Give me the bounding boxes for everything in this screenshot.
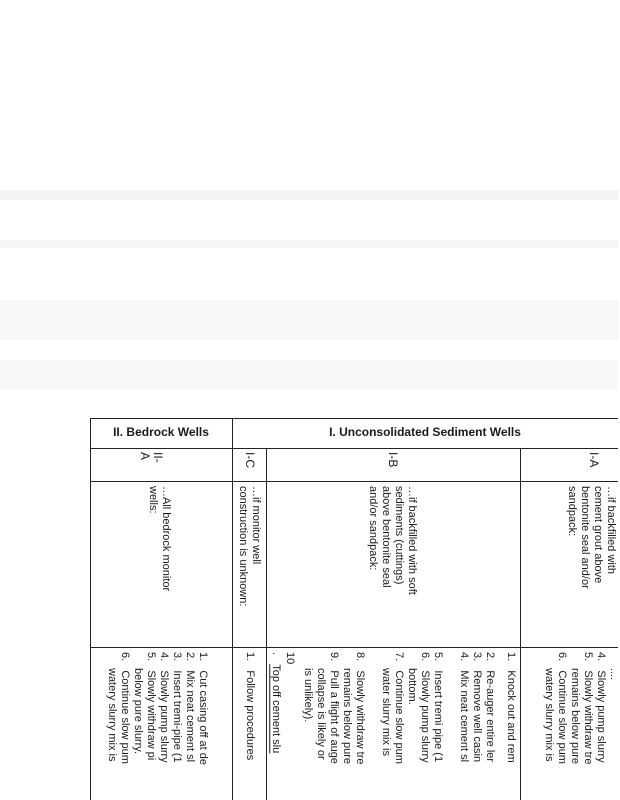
- step-text: Continue slow pum: [556, 670, 568, 764]
- step-text: remains below pure: [341, 668, 353, 764]
- step-i-a-3-fragment: [607, 668, 620, 680]
- step-text: Insert tremi-pipe (1: [171, 670, 183, 763]
- step-text: 5.: [145, 652, 157, 662]
- step-text: 10: [284, 652, 296, 665]
- step-i-b-8-cont: [340, 668, 353, 764]
- scan-band: [0, 300, 618, 340]
- step-ii-a-4: [157, 652, 170, 763]
- step-i-b-10-num: [283, 652, 296, 664]
- step-text: remains below pure: [569, 668, 581, 764]
- step-text: Top off cement slu: [270, 664, 282, 754]
- condition-ii-a: …All bedrock monitor wells:: [147, 486, 172, 592]
- condition-i-b: …if backfilled with soft sediments (cuttings) above bentonite seal and/or sandpack:: [367, 486, 418, 595]
- step-text: 2.: [184, 652, 196, 662]
- step-text: 4.: [595, 652, 607, 662]
- step-text: Mix neat cement sl: [184, 670, 196, 763]
- column-divider-ic: [266, 448, 267, 800]
- step-text: Cut casing off at de: [197, 670, 209, 765]
- step-i-a-4: [594, 652, 607, 763]
- step-text: 6.: [119, 652, 131, 662]
- code-i-a: I-A: [587, 452, 601, 468]
- step-i-b-4: [457, 652, 470, 762]
- step-text: bottom.: [406, 668, 418, 705]
- step-i-b-9: [327, 652, 340, 764]
- step-text: Slowly withdraw tre: [582, 670, 594, 765]
- step-i-a-6-cont: [542, 668, 555, 762]
- step-ii-a-2: [183, 652, 196, 762]
- step-text: 5.: [582, 652, 594, 662]
- code-i-c: I-C: [243, 452, 257, 468]
- step-i-b-1: [504, 652, 517, 763]
- step-text: Follow procedures: [244, 670, 256, 761]
- step-text: 4.: [158, 652, 170, 662]
- step-text: 3.: [471, 652, 483, 662]
- step-text: Slowly withdraw pi: [145, 670, 157, 761]
- step-ii-a-5-cont: [131, 668, 144, 754]
- column-divider-ib: [520, 448, 521, 800]
- step-text: Continue slow pum: [119, 670, 131, 764]
- step-i-b-6-cont: [405, 668, 418, 705]
- step-text: Continue slow pum: [393, 670, 405, 764]
- step-text: 1.: [505, 652, 517, 662]
- step-text: 3.: [171, 652, 183, 662]
- step-text: Remove well casin: [471, 670, 483, 763]
- condition-i-a: …if backfilled with cement grout above bentonite seal and/or sandpack:: [566, 486, 617, 589]
- step-text: ....: [608, 668, 620, 681]
- step-text: Pull a flight of auge: [328, 670, 340, 764]
- step-i-b-3: [470, 652, 483, 762]
- step-text: watery slurry mix is: [106, 668, 118, 762]
- table-top-border: [90, 418, 618, 419]
- step-i-c-1: [243, 652, 256, 760]
- step-text: is unlikely).: [302, 668, 314, 723]
- step-i-a-5-cont: [568, 668, 581, 764]
- step-text: 6.: [556, 652, 568, 662]
- step-text: Knock out and rem: [505, 670, 517, 763]
- step-text: Slowly pump slurry: [595, 670, 607, 763]
- step-text: 2.: [484, 652, 496, 662]
- step-ii-a-3: [170, 652, 183, 763]
- scan-band: [0, 240, 618, 248]
- step-i-b-6: [418, 652, 431, 763]
- step-i-b-10: [269, 652, 282, 753]
- step-text: 5.: [432, 652, 444, 662]
- scan-band: [0, 360, 618, 390]
- step-text: Re-auger entire ler: [484, 670, 496, 763]
- step-text: 4.: [458, 652, 470, 662]
- condition-row-border: [90, 647, 618, 648]
- code-row-border: [90, 481, 618, 482]
- header-bedrock-wells: II. Bedrock Wells: [113, 425, 209, 439]
- step-text: below pure slurry.: [132, 668, 144, 754]
- code-i-b: I-B: [386, 452, 400, 468]
- step-text: 8.: [354, 652, 366, 662]
- step-text: Slowly withdraw tre: [354, 670, 366, 765]
- step-text: watery slurry mix is: [543, 668, 555, 762]
- step-i-b-7-cont: [379, 668, 392, 756]
- step-text: Slowly pump slurry: [419, 670, 431, 763]
- step-text: .: [270, 652, 282, 656]
- step-i-b-8: [353, 652, 366, 765]
- step-text: 7.: [393, 652, 405, 662]
- condition-i-c: …if monitor well construction is unknown:: [237, 486, 262, 607]
- step-ii-a-5: [144, 652, 157, 760]
- code-ii-a: II- A: [138, 452, 165, 463]
- step-ii-a-1: [196, 652, 209, 765]
- step-text: 9.: [328, 652, 340, 662]
- step-text: 1.: [244, 652, 256, 662]
- step-i-b-5: [431, 652, 444, 762]
- step-text: 6.: [419, 652, 431, 662]
- step-ii-a-6-cont: [105, 668, 118, 762]
- step-i-b-7: [392, 652, 405, 764]
- step-i-b-9-cont: [314, 668, 327, 760]
- header-unconsolidated-wells: I. Unconsolidated Sediment Wells: [329, 425, 521, 439]
- step-i-a-5: [581, 652, 594, 765]
- step-ii-a-6: [118, 652, 131, 764]
- step-text: collapse is likely or: [315, 668, 327, 760]
- scan-band: [0, 190, 618, 200]
- step-text: water slurry mix is: [380, 668, 392, 757]
- table-left-border: [90, 418, 91, 800]
- step-text: Slowly pump slurry: [158, 670, 170, 763]
- step-i-a-6: [555, 652, 568, 764]
- step-text: 1.: [197, 652, 209, 662]
- step-i-b-9-cont2: [301, 668, 314, 722]
- step-text: Insert tremi pipe (1: [432, 670, 444, 763]
- step-i-b-2: [483, 652, 496, 762]
- step-text: Mix neat cement sl: [458, 670, 470, 763]
- header-row-border: [90, 448, 618, 449]
- column-divider-bedrock: [232, 418, 233, 800]
